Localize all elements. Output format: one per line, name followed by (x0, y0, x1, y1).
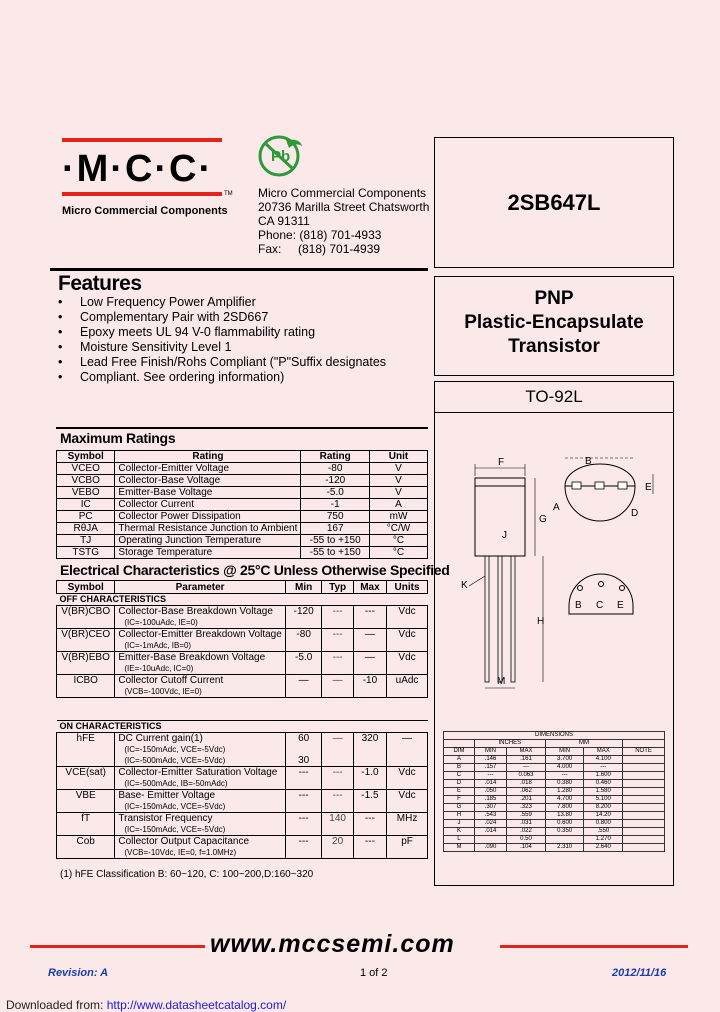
dim-cell: E (444, 788, 475, 796)
dim-cell (545, 836, 584, 844)
revision-date: 2012/11/16 (612, 967, 667, 979)
elec-char-row (57, 813, 428, 836)
logo-top-bar (62, 138, 222, 142)
part-number: 2SB647L (507, 190, 601, 215)
dim-row (444, 820, 665, 828)
max-rating-row (57, 475, 428, 487)
dim-cell: --- (545, 772, 584, 780)
dim-cell: 1.270 (584, 836, 623, 844)
rating-value: 750 (301, 511, 370, 523)
dim-cell: 4.700 (545, 796, 584, 804)
dim-cell (623, 788, 665, 796)
dim-cell: .201 (507, 796, 546, 804)
rating-symbol: VEBO (57, 487, 115, 499)
elec-unit: Vdc (387, 606, 428, 629)
lead-middle (498, 556, 502, 682)
company-street: 20736 Marilla Street Chatsworth (258, 200, 430, 214)
elec-typ: 140 (322, 813, 353, 836)
elec-typ: — (322, 733, 353, 767)
dim-label-a: A (553, 502, 560, 513)
elec-typ: --- (322, 652, 353, 675)
dim-cell: 13.80 (545, 812, 584, 820)
elec-header: Symbol Parameter Min Typ Max Units (57, 581, 428, 594)
dim-cell: .014 (474, 780, 506, 788)
rating-name: Thermal Resistance Junction to Ambient (115, 523, 301, 535)
dim-cell: .161 (507, 756, 546, 764)
max-rating-row (57, 463, 428, 475)
dim-cell: 0.380 (545, 780, 584, 788)
company-phone: Phone: (818) 701-4933 (258, 228, 382, 242)
dim-cell: 14.20 (584, 812, 623, 820)
elec-symbol: ICBO (57, 675, 115, 698)
company-fax: Fax: (818) 701-4939 (258, 242, 381, 256)
param-condition: (IC=-150mAdc, VCE=-5Vdc) (124, 745, 226, 754)
on-char-title: ON CHARACTERISTICS (57, 721, 428, 733)
dim-cell: 4.000 (545, 764, 584, 772)
elec-max: — (353, 652, 386, 675)
dim-label-f: F (498, 457, 505, 468)
param-condition: (IC=-500mAdc, VCE=-5Vdc) (124, 756, 226, 765)
rating-symbol: VCEO (57, 463, 115, 475)
elec-unit: Vdc (387, 629, 428, 652)
elec-max: --- (353, 836, 386, 859)
param-name: Collector-Base Breakdown Voltage (118, 606, 273, 617)
dim-group-mm: MM (545, 740, 622, 748)
package-box (434, 381, 674, 886)
elec-char-row (57, 767, 428, 790)
lead-left (485, 556, 489, 682)
elec-max: — (353, 629, 386, 652)
page-number: 1 of 2 (360, 967, 388, 979)
dim-cell: .024 (474, 820, 506, 828)
elec-parameter (115, 675, 285, 698)
elec-min: — (285, 675, 322, 698)
rating-unit: A (370, 499, 428, 511)
dim-row (444, 772, 665, 780)
dim-cell: 1.600 (584, 772, 623, 780)
rating-value: -120 (301, 475, 370, 487)
rating-value: -55 to +150 (301, 547, 370, 559)
elec-typ: --- (322, 629, 353, 652)
elec-unit: Vdc (387, 652, 428, 675)
dim-cell: .323 (507, 804, 546, 812)
feature-item: • Epoxy meets UL 94 V-0 flammability rating (56, 325, 386, 340)
elec-parameter (115, 813, 285, 836)
dim-label-b: B (585, 456, 592, 467)
rating-symbol: PC (57, 511, 115, 523)
elec-min: --- (285, 836, 322, 859)
dim-cell: 5.100 (584, 796, 623, 804)
dim-cell: --- (507, 764, 546, 772)
dim-cell: L (444, 836, 475, 844)
dim-row (444, 804, 665, 812)
rating-value: -80 (301, 463, 370, 475)
package-name: TO-92L (525, 387, 583, 406)
elec-char-title: Electrical Characteristics @ 25°C Unless Otherwise Specified (60, 562, 450, 578)
transistor-body (475, 478, 525, 556)
dim-cell (623, 844, 665, 852)
dim-cell: .018 (507, 780, 546, 788)
dim-cell: .022 (507, 828, 546, 836)
dim-cell: B (444, 764, 475, 772)
dim-cell: .550 (584, 828, 623, 836)
revision-label: Revision: A (48, 967, 109, 979)
package-drawing (435, 446, 673, 776)
dim-cell: 4.100 (584, 756, 623, 764)
dim-cell (623, 836, 665, 844)
param-name: Collector Cutoff Current (118, 675, 224, 686)
pin-label-e: E (617, 600, 624, 611)
param-name: Collector Output Capacitance (118, 836, 250, 847)
elec-symbol: VCE(sat) (57, 767, 115, 790)
param-condition: (VCB=-10Vdc, IE=0, f=1.0MHz) (124, 848, 237, 857)
dim-cell: .543 (474, 812, 506, 820)
feature-item: • Complementary Pair with 2SD667 (56, 310, 386, 325)
rating-name: Collector-Emitter Voltage (115, 463, 301, 475)
elec-parameter (115, 733, 285, 767)
dimensions-table (443, 731, 665, 852)
param-name: Collector-Emitter Breakdown Voltage (118, 629, 282, 640)
elec-char-row (57, 606, 428, 629)
dim-cell: 1.280 (545, 788, 584, 796)
hfe-classification-note: (1) hFE Classification B: 60~120, C: 100~200,D:160~320 (60, 869, 314, 880)
package-divider (435, 412, 673, 413)
dim-cell: F (444, 796, 475, 804)
dim-cell: .559 (507, 812, 546, 820)
dim-row (444, 828, 665, 836)
dim-label-m: M (497, 676, 506, 687)
max-rating-row (57, 523, 428, 535)
logo-bottom-bar (62, 192, 222, 196)
dim-cell: J (444, 820, 475, 828)
dim-cell: .050 (474, 788, 506, 796)
company-name: Micro Commercial Components (258, 186, 427, 200)
dim-label-e: E (645, 482, 652, 493)
dim-cell: 0.800 (584, 820, 623, 828)
elec-char-row (57, 836, 428, 859)
dim-cell (623, 804, 665, 812)
elec-typ: --- (322, 790, 353, 813)
rating-symbol: TSTG (57, 547, 115, 559)
elec-parameter (115, 836, 285, 859)
dim-row (444, 844, 665, 852)
max-rating-row (57, 547, 428, 559)
dim-cell: 0.350 (545, 828, 584, 836)
feature-item: • Compliant. See ordering information) (56, 370, 386, 385)
off-char-title: OFF CHARACTERISTICS (57, 594, 428, 606)
dim-cell: --- (474, 772, 506, 780)
dim-cell: C (444, 772, 475, 780)
dim-table-title: DIMENSIONS (444, 732, 665, 740)
elec-min: 60 30 (285, 733, 322, 767)
param-condition: (VCB=-100Vdc, IE=0) (124, 687, 202, 696)
package-top-view (565, 486, 635, 521)
elec-symbol: VBE (57, 790, 115, 813)
dim-label-j: J (502, 530, 507, 541)
dim-cell: .090 (474, 844, 506, 852)
dim-cell: .062 (507, 788, 546, 796)
dim-label-k: K (461, 580, 468, 591)
elec-min: --- (285, 813, 322, 836)
dim-row (444, 812, 665, 820)
dim-cell: .307 (474, 804, 506, 812)
elec-symbol: Cob (57, 836, 115, 859)
elec-parameter (115, 652, 285, 675)
elec-char-row (57, 629, 428, 652)
param-condition: (IC=-150mAdc, VCE=-5Vdc) (124, 825, 226, 834)
rating-name: Collector Current (115, 499, 301, 511)
rating-unit: V (370, 487, 428, 499)
rating-name: Operating Junction Temperature (115, 535, 301, 547)
rating-name: Emitter-Base Voltage (115, 487, 301, 499)
company-address (258, 186, 429, 256)
max-rating-row (57, 511, 428, 523)
dim-label-g: G (539, 514, 547, 525)
rating-unit: mW (370, 511, 428, 523)
pin-label-c: C (596, 600, 604, 611)
website-link[interactable]: www.mccsemi.com (210, 930, 455, 958)
dim-cell: G (444, 804, 475, 812)
elec-min: -80 (285, 629, 322, 652)
elec-unit: uAdc (387, 675, 428, 698)
max-ratings-table (56, 450, 428, 559)
max-rating-row (57, 499, 428, 511)
product-type-box (434, 276, 674, 376)
dim-label-h: H (537, 616, 545, 627)
dim-cell: 3.700 (545, 756, 584, 764)
feature-item: • Low Frequency Power Amplifier (56, 295, 386, 310)
elec-parameter (115, 629, 285, 652)
elec-unit: MHz (387, 813, 428, 836)
dim-cell: .157 (474, 764, 506, 772)
elec-max: -1.5 (353, 790, 386, 813)
elec-max: -1.0 (353, 767, 386, 790)
dim-cell (623, 780, 665, 788)
elec-symbol: fT (57, 813, 115, 836)
rating-symbol: TJ (57, 535, 115, 547)
dim-cell: 7.800 (545, 804, 584, 812)
svg-text:Pb: Pb (271, 148, 291, 165)
elec-typ: — (322, 675, 353, 698)
dim-row (444, 780, 665, 788)
rating-value: -5.0 (301, 487, 370, 499)
rating-unit: °C/W (370, 523, 428, 535)
features-list (56, 295, 386, 385)
dim-cell (623, 820, 665, 828)
product-type-line-1: PNP (534, 288, 574, 309)
rating-value: 167 (301, 523, 370, 535)
pin-label-b: B (575, 600, 582, 611)
dim-label-d: D (631, 508, 639, 519)
dim-cell: D (444, 780, 475, 788)
download-prefix: Downloaded from: (6, 998, 104, 1012)
elec-max: --- (353, 606, 386, 629)
elec-char-row (57, 790, 428, 813)
rating-symbol: IC (57, 499, 115, 511)
feature-item: • Lead Free Finish/Rohs Compliant ("P"Suffix designates (56, 355, 386, 370)
elec-unit: Vdc (387, 790, 428, 813)
rating-unit: V (370, 463, 428, 475)
dim-row (444, 788, 665, 796)
dim-row (444, 836, 665, 844)
param-name: DC Current gain(1) (118, 733, 203, 744)
param-condition: (IC=-100uAdc, IE=0) (124, 618, 198, 627)
max-ratings-title: Maximum Ratings (60, 430, 176, 446)
param-name: Emitter-Base Breakdown Voltage (118, 652, 266, 663)
feature-item: • Moisture Sensitivity Level 1 (56, 340, 386, 355)
dim-cell (474, 836, 506, 844)
elec-max: -10 (353, 675, 386, 698)
dim-row (444, 796, 665, 804)
dim-row (444, 756, 665, 764)
pb-free-icon (256, 134, 306, 178)
elec-char-row (57, 733, 428, 767)
max-ratings-header: Symbol Rating Rating Unit (57, 451, 428, 463)
elec-unit: — (387, 733, 428, 767)
dim-cell (623, 828, 665, 836)
param-condition: (IC=-1mAdc, IB=0) (124, 641, 192, 650)
elec-char-row (57, 675, 428, 698)
rating-unit: V (370, 475, 428, 487)
param-condition: (IC=-500mAdc, IB=-50mAdc) (124, 779, 228, 788)
rating-symbol: VCBO (57, 475, 115, 487)
elec-max: --- (353, 813, 386, 836)
elec-symbol: hFE (57, 733, 115, 767)
dim-cell: K (444, 828, 475, 836)
elec-symbol: V(BR)CBO (57, 606, 115, 629)
dim-cell: 0.460 (584, 780, 623, 788)
dim-row (444, 764, 665, 772)
rating-value: -1 (301, 499, 370, 511)
elec-parameter (115, 767, 285, 790)
elec-typ: 20 (322, 836, 353, 859)
dim-cell (623, 756, 665, 764)
mcc-logo: ·M·C·C· (62, 148, 214, 190)
elec-symbol: V(BR)CEO (57, 629, 115, 652)
elec-min: -5.0 (285, 652, 322, 675)
elec-unit: pF (387, 836, 428, 859)
elec-typ: --- (322, 606, 353, 629)
dim-cell (623, 772, 665, 780)
dim-cell: --- (584, 764, 623, 772)
dim-group-inches: INCHES (474, 740, 545, 748)
elec-min: -120 (285, 606, 322, 629)
dim-cell: 1.580 (584, 788, 623, 796)
rating-symbol: RθJA (57, 523, 115, 535)
features-title: Features (58, 272, 142, 295)
download-source (6, 998, 286, 1012)
footer-top-rule-right (500, 945, 688, 948)
part-number-box (434, 137, 674, 268)
footer-top-rule (30, 945, 205, 948)
features-rule (50, 268, 428, 271)
max-rating-row (57, 487, 428, 499)
dim-cell: 0.600 (545, 820, 584, 828)
elec-min: --- (285, 790, 322, 813)
param-condition: (IC=-150mAdc, VCE=-5Vdc) (124, 802, 226, 811)
dim-cell: 2.310 (545, 844, 584, 852)
dim-cell: 0.063 (507, 772, 546, 780)
dim-cell: .104 (507, 844, 546, 852)
rating-unit: °C (370, 535, 428, 547)
param-condition: (IE=-10uAdc, IC=0) (124, 664, 194, 673)
elec-min: --- (285, 767, 322, 790)
lead-right (511, 556, 515, 682)
rating-name: Storage Temperature (115, 547, 301, 559)
product-type-line-2: Plastic-Encapsulate (464, 312, 644, 333)
product-type-line-3: Transistor (508, 336, 600, 357)
elec-unit: Vdc (387, 767, 428, 790)
dim-cell: A (444, 756, 475, 764)
rating-name: Collector Power Dissipation (115, 511, 301, 523)
max-ratings-rule (56, 427, 428, 429)
dim-cell: 2.640 (584, 844, 623, 852)
dim-cell (623, 812, 665, 820)
dim-cell: 8.200 (584, 804, 623, 812)
dim-cell: M (444, 844, 475, 852)
param-name: Transistor Frequency (118, 813, 213, 824)
logo-subtitle: Micro Commercial Components (62, 205, 228, 217)
dim-header-row: DIM MIN MAX MIN MAX NOTE (444, 748, 665, 756)
elec-symbol: V(BR)EBO (57, 652, 115, 675)
dim-cell (623, 796, 665, 804)
dim-cell: .185 (474, 796, 506, 804)
elec-char-table (56, 580, 428, 859)
company-city: CA 91311 (258, 214, 310, 228)
download-link[interactable]: http://www.datasheetcatalog.com/ (106, 998, 287, 1012)
dim-cell: H (444, 812, 475, 820)
dim-cell: .031 (507, 820, 546, 828)
rating-unit: °C (370, 547, 428, 559)
trademark-mark: TM (224, 191, 233, 197)
elec-typ: --- (322, 767, 353, 790)
elec-char-row (57, 652, 428, 675)
dim-cell (623, 764, 665, 772)
elec-parameter (115, 606, 285, 629)
elec-max: 320 (353, 733, 386, 767)
dim-cell: .014 (474, 828, 506, 836)
param-name: Base- Emitter Voltage (118, 790, 216, 801)
rating-value: -55 to +150 (301, 535, 370, 547)
elec-parameter (115, 790, 285, 813)
dim-cell: 0.50 (507, 836, 546, 844)
dim-cell: .146 (474, 756, 506, 764)
max-rating-row (57, 535, 428, 547)
rating-name: Collector-Base Voltage (115, 475, 301, 487)
param-name: Collector-Emitter Saturation Voltage (118, 767, 278, 778)
